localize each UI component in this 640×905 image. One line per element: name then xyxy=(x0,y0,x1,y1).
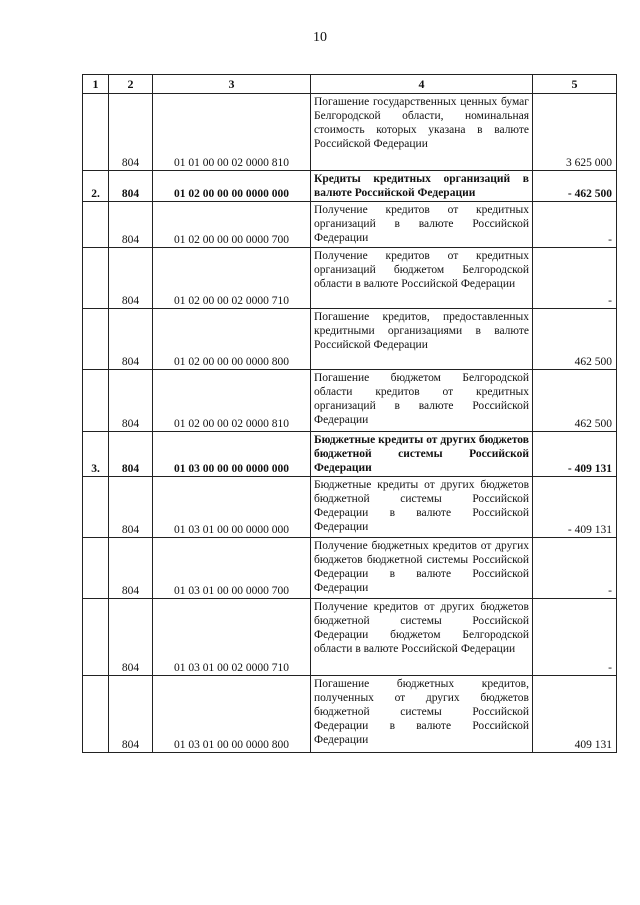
header-col-3: 3 xyxy=(153,75,311,94)
amount-cell: - 409 131 xyxy=(533,432,617,477)
classification-code-cell: 01 02 00 00 00 0000 700 xyxy=(153,202,311,248)
admin-code-cell: 804 xyxy=(109,477,153,538)
amount-cell: 462 500 xyxy=(533,309,617,370)
amount-cell: 3 625 000 xyxy=(533,94,617,171)
table-row xyxy=(83,309,617,370)
budget-table xyxy=(82,74,617,753)
table-row xyxy=(83,171,617,202)
table-body xyxy=(83,94,617,753)
description-cell: Бюджетные кредиты от других бюджетов бюджетной системы Российской Федерации xyxy=(311,432,533,477)
admin-code-cell: 804 xyxy=(109,538,153,599)
table-row xyxy=(83,432,617,477)
classification-code-cell: 01 03 01 00 00 0000 000 xyxy=(153,477,311,538)
table-header-row xyxy=(83,75,617,94)
amount-cell: - xyxy=(533,248,617,309)
classification-code-cell: 01 03 01 00 02 0000 710 xyxy=(153,599,311,676)
description-cell: Погашение бюджетом Белгородской области кредитов от кредитных организаций в валюте Российской Федерации xyxy=(311,370,533,432)
classification-code-cell: 01 02 00 00 00 0000 800 xyxy=(153,309,311,370)
classification-code-cell: 01 03 01 00 00 0000 800 xyxy=(153,676,311,753)
description-cell: Получение кредитов от других бюджетов бюджетной системы Российской Федерации бюджетом Белгородской области в валюте Российской Федерации xyxy=(311,599,533,676)
table-row xyxy=(83,477,617,538)
amount-cell: 409 131 xyxy=(533,676,617,753)
amount-cell: - 409 131 xyxy=(533,477,617,538)
budget-table-container xyxy=(82,74,617,753)
row-number-cell: 2. xyxy=(83,171,109,202)
row-number-cell xyxy=(83,309,109,370)
row-number-cell xyxy=(83,202,109,248)
description-cell: Погашение кредитов, предоставленных кредитными организациями в валюте Российской Федерации xyxy=(311,309,533,370)
admin-code-cell: 804 xyxy=(109,432,153,477)
page-number: 10 xyxy=(313,30,327,45)
description-cell: Получение кредитов от кредитных организаций в валюте Российской Федерации xyxy=(311,202,533,248)
classification-code-cell: 01 02 00 00 02 0000 810 xyxy=(153,370,311,432)
description-cell: Бюджетные кредиты от других бюджетов бюджетной системы Российской Федерации в валюте Российской Федерации xyxy=(311,477,533,538)
description-cell: Получение кредитов от кредитных организаций бюджетом Белгородской области в валюте Российской Федерации xyxy=(311,248,533,309)
table-row xyxy=(83,94,617,171)
row-number-cell xyxy=(83,538,109,599)
classification-code-cell: 01 02 00 00 00 0000 000 xyxy=(153,171,311,202)
description-cell: Погашение бюджетных кредитов, полученных от других бюджетов бюджетной системы Российской Федерации в валюте Российской Федерации xyxy=(311,676,533,753)
admin-code-cell: 804 xyxy=(109,248,153,309)
table-row xyxy=(83,248,617,309)
admin-code-cell: 804 xyxy=(109,309,153,370)
description-cell: Получение бюджетных кредитов от других бюджетов бюджетной системы Российской Федерации в валюте Российской Федерации xyxy=(311,538,533,599)
header-col-5: 5 xyxy=(533,75,617,94)
row-number-cell xyxy=(83,599,109,676)
classification-code-cell: 01 02 00 00 02 0000 710 xyxy=(153,248,311,309)
header-col-2: 2 xyxy=(109,75,153,94)
amount-cell: 462 500 xyxy=(533,370,617,432)
description-cell: Погашение государственных ценных бумаг Белгородской области, номинальная стоимость которых указана в валюте Российской Федерации xyxy=(311,94,533,171)
row-number-cell xyxy=(83,248,109,309)
admin-code-cell: 804 xyxy=(109,599,153,676)
table-row xyxy=(83,676,617,753)
row-number-cell xyxy=(83,94,109,171)
header-col-4: 4 xyxy=(311,75,533,94)
amount-cell: - xyxy=(533,538,617,599)
classification-code-cell: 01 03 01 00 00 0000 700 xyxy=(153,538,311,599)
row-number-cell xyxy=(83,370,109,432)
admin-code-cell: 804 xyxy=(109,370,153,432)
amount-cell: - 462 500 xyxy=(533,171,617,202)
header-col-1: 1 xyxy=(83,75,109,94)
admin-code-cell: 804 xyxy=(109,94,153,171)
classification-code-cell: 01 03 00 00 00 0000 000 xyxy=(153,432,311,477)
admin-code-cell: 804 xyxy=(109,676,153,753)
amount-cell: - xyxy=(533,599,617,676)
row-number-cell xyxy=(83,477,109,538)
admin-code-cell: 804 xyxy=(109,171,153,202)
row-number-cell: 3. xyxy=(83,432,109,477)
classification-code-cell: 01 01 00 00 02 0000 810 xyxy=(153,94,311,171)
table-row xyxy=(83,538,617,599)
table-row xyxy=(83,202,617,248)
amount-cell: - xyxy=(533,202,617,248)
description-cell: Кредиты кредитных организаций в валюте Российской Федерации xyxy=(311,171,533,202)
admin-code-cell: 804 xyxy=(109,202,153,248)
table-row xyxy=(83,599,617,676)
table-row xyxy=(83,370,617,432)
row-number-cell xyxy=(83,676,109,753)
